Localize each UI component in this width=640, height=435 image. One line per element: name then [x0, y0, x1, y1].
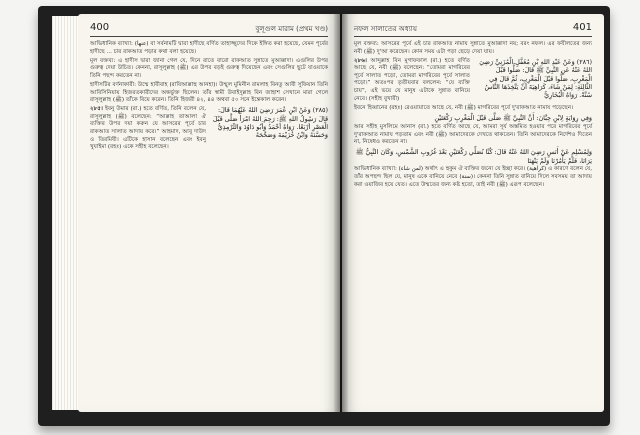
left-page: [78, 14, 340, 412]
hadith-286-number: ২৮৬।: [354, 57, 367, 64]
right-paragraph-muslim: আর সহীহ মুসলিমে আনাস (রা.) হতে বর্ণিত আছে যে, আমরা সূর্য অস্তমিত হওয়ার পরে মাগরিবের পূর্বে দু'রাকআত নামায পড়তাম এবং নবী (ﷺ) আমাদেরকে দেখতে থাকতেন। তিনি আমাদেরকে নির্দেশও দিতেন না, নিষেধও করতেন না।: [354, 123, 592, 146]
left-header-rule: [90, 36, 328, 37]
right-page-number: 401: [572, 22, 592, 33]
hadith-286-bengali: [354, 58, 470, 104]
left-page-number: 400: [90, 22, 110, 33]
spine-shadow: [334, 14, 348, 412]
hadith-285-bengali: [90, 106, 206, 152]
arabic-muslim: وَلِمُسْلِمٍ عَنْ أَنَسٍ رَضِيَ اللهُ عَنْهُ قَالَ: كُنَّا نُصَلِّي رَكْعَتَيْنِ بَعْدَ غُرُوبِ الشَّمْسِ، وَكَانَ النَّبِيُّ ﷺ يَرَانَا، فَلَمْ يَأْمُرْنَا وَلَمْ يَنْهَنَا: [355, 148, 592, 165]
right-paragraph-main-point: মূল বক্তব্য: আসরের পূর্বে এই চার রাকআত নামায সুন্নাতে মুআক্কাদা নয়; বরং নফল। এর ফযীলতের জন্য নবী (ﷺ) দু'আ করেছেন। কোন সময় এটা পড়া ছেড়ে দেয়া যায়।: [354, 41, 592, 55]
left-paragraph-narrator: হাদীসটির বর্ণনাকারী: উম্মে হাবীবাহ (রাযিআল্লাহু আনহা)। উম্মুল মুমিনীন রামলাহ বিনতু আবী সুফিয়ান তিনি আবিসিনিয়ায় হিজরতকারীদের অন্তর্ভুক্ত ছিলেন। তাঁর স্বামী উবাইদুল্লাহ বিন জাহাশ সেখানে মারা গেলে রাসূলুল্লাহ (ﷺ) তাঁকে বিয়ে করেন। তিনি হিজরী ৪২, ৪৪ অথবা ৫০ সনে ইন্তেকাল করেন।: [90, 81, 328, 104]
right-page: [342, 14, 604, 412]
left-running-head: বুলূগুল মারাম (প্রথম খণ্ড): [255, 25, 328, 33]
right-text-block: [354, 41, 592, 406]
left-paragraph-lexical: আভিধানিক ব্যাখ্যা: (عنها) বা সর্বনামটি দ্বারা হাদীছে বর্ণিত তাহাজ্জুদের দিকে ইঙ্গিত করা হয়েছে, যেমন পূর্বের হাদীছে ... চার রাকআত পড়ার কথা বলা হয়েছে।: [90, 41, 328, 55]
right-header-rule: [354, 36, 592, 37]
right-paragraph-ibn-hibban: ইবনে হিব্বানের (রহঃ) রেওয়ায়াতে আছে যে, নবী (ﷺ) মাগরিবের পূর্বে দু'রাকআত নামায পড়েছেন।: [354, 105, 574, 112]
arabic-ibn-hibban: وَفِي رِوَايَةٍ لِابْنِ حِبَّانَ: أَنَّ النَّبِيَّ ﷺ صَلَّى قَبْلَ الْمَغْرِبِ رَكْعَتَيْنِ: [434, 114, 592, 123]
hadith-285-number: ২৮৫।: [90, 106, 103, 113]
hadith-285-arabic: (٢٨٥) وَعَنْ ابْنِ عُمَرَ رَضِيَ اللهُ عَنْهُمَا قَالَ: قَالَ رَسُولُ اللهِ ﷺ: رَحِمَ اللهُ امْرَأً صَلَّى قَبْلَ الْعَصْرِ أَرْبَعًا. رَوَاهُ أَحْمَدُ وَأَبُو دَاوُدَ وَالتِّرْمِذِيُّ وَحَسَّنَهُ وَابْنُ خُزَيْمَةَ وَصَحَّحَهُ: [212, 106, 328, 140]
right-running-head: নফল সালাতের অধ্যায়: [354, 25, 417, 33]
hadith-286-bengali-text: আব্দুল্লাহ বিন মুগাফফাল (রা.) হতে বর্ণিত আছে যে, নবী (ﷺ) বলেছেন: “তোমরা মাগরিবের পূর্বে সালাত পড়ো, তোমরা মাগরিবের পূর্বে সালাত পড়ো।” অতঃপর তৃতীয়বার বললেন: “যে ব্যক্তি চায়”, এই ভয়ে যে মানুষ এটাকে সুন্নাত বানিয়ে নেবে। (সহীহ বুখারী): [354, 57, 470, 102]
page-edges-left: [52, 16, 80, 410]
hadith-285: [90, 106, 328, 152]
left-text-block: [90, 41, 328, 406]
right-page-header: [354, 22, 592, 36]
right-paragraph-lexical: আভিধানিক ব্যাখ্যা: (لمن شاء) অর্থাৎ এ হুকুম ঐ ব্যক্তির জন্যে যে ইচ্ছা করে। (كراهية) এ কারণে বলেন যে, তাঁর অপছন্দ ছিল যে, মানুষ একে বানিয়ে নেবে (سنة)। কেননা তিনি সুন্নাত বানিয়ে দিলে সবসময় তা আদায় করা ওয়াজিব হয়ে যেত। এতে উম্মতের জন্য কষ্ট হতো, তাই নবী (ﷺ) এরূপ বলেছেন।: [354, 166, 593, 188]
left-page-header: [90, 22, 328, 36]
hadith-285-bengali-text: ইবনু উমার (রা.) হতে বর্ণিত, তিনি বলেন যে, রাসূলুল্লাহ (ﷺ) বলেছেন: “আল্লাহ তাআলা ঐ ব্যক্তির উপর দয়া করুন যে আসরের পূর্বে চার রাকআত সালাত আদায় করে।” আহমাদ, আবূ দাউদ ও তিরমিযী। এটিকে হাসান বলেছেন এবং ইবনু খুযাইমা (রহঃ) একে সহীহ বলেছেন।: [90, 106, 206, 151]
open-book: [38, 6, 610, 426]
hadith-286: [354, 58, 592, 104]
hadith-286-arabic: (٢٨٦) وَعَنْ عَبْدِ اللهِ بْنِ مُغَفَّلٍ الْمُزَنِيِّ رَضِيَ اللهُ عَنْهُ عَنِ النَّبِيِّ ﷺ قَالَ: صَلُّوا قَبْلَ الْمَغْرِبِ، صَلُّوا قَبْلَ الْمَغْرِبِ، ثُمَّ قَالَ فِي الثَّالِثَةِ: لِمَنْ شَاءَ، كَرَاهِيَةَ أَنْ يَتَّخِذَهَا النَّاسُ سُنَّةً. رَوَاهُ الْبُخَارِيُّ: [479, 57, 592, 100]
left-paragraph-main-point: মূল বক্তব্য: এ হাদীস দ্বারা জানা গেল যে, দিনে রাতে বারো রাকআত সুন্নাতে মুআক্কাদা। এগুলির উপর গুরুত্ব দেয়া উচিত। কেননা, রাসূলুল্লাহ (ﷺ) এর উপর বড়ই গুরুত্ব দিয়েছেন এবং সেগুলির ছুটে যাওয়াকে তিনি পছন্দ করতেন না।: [90, 57, 328, 79]
